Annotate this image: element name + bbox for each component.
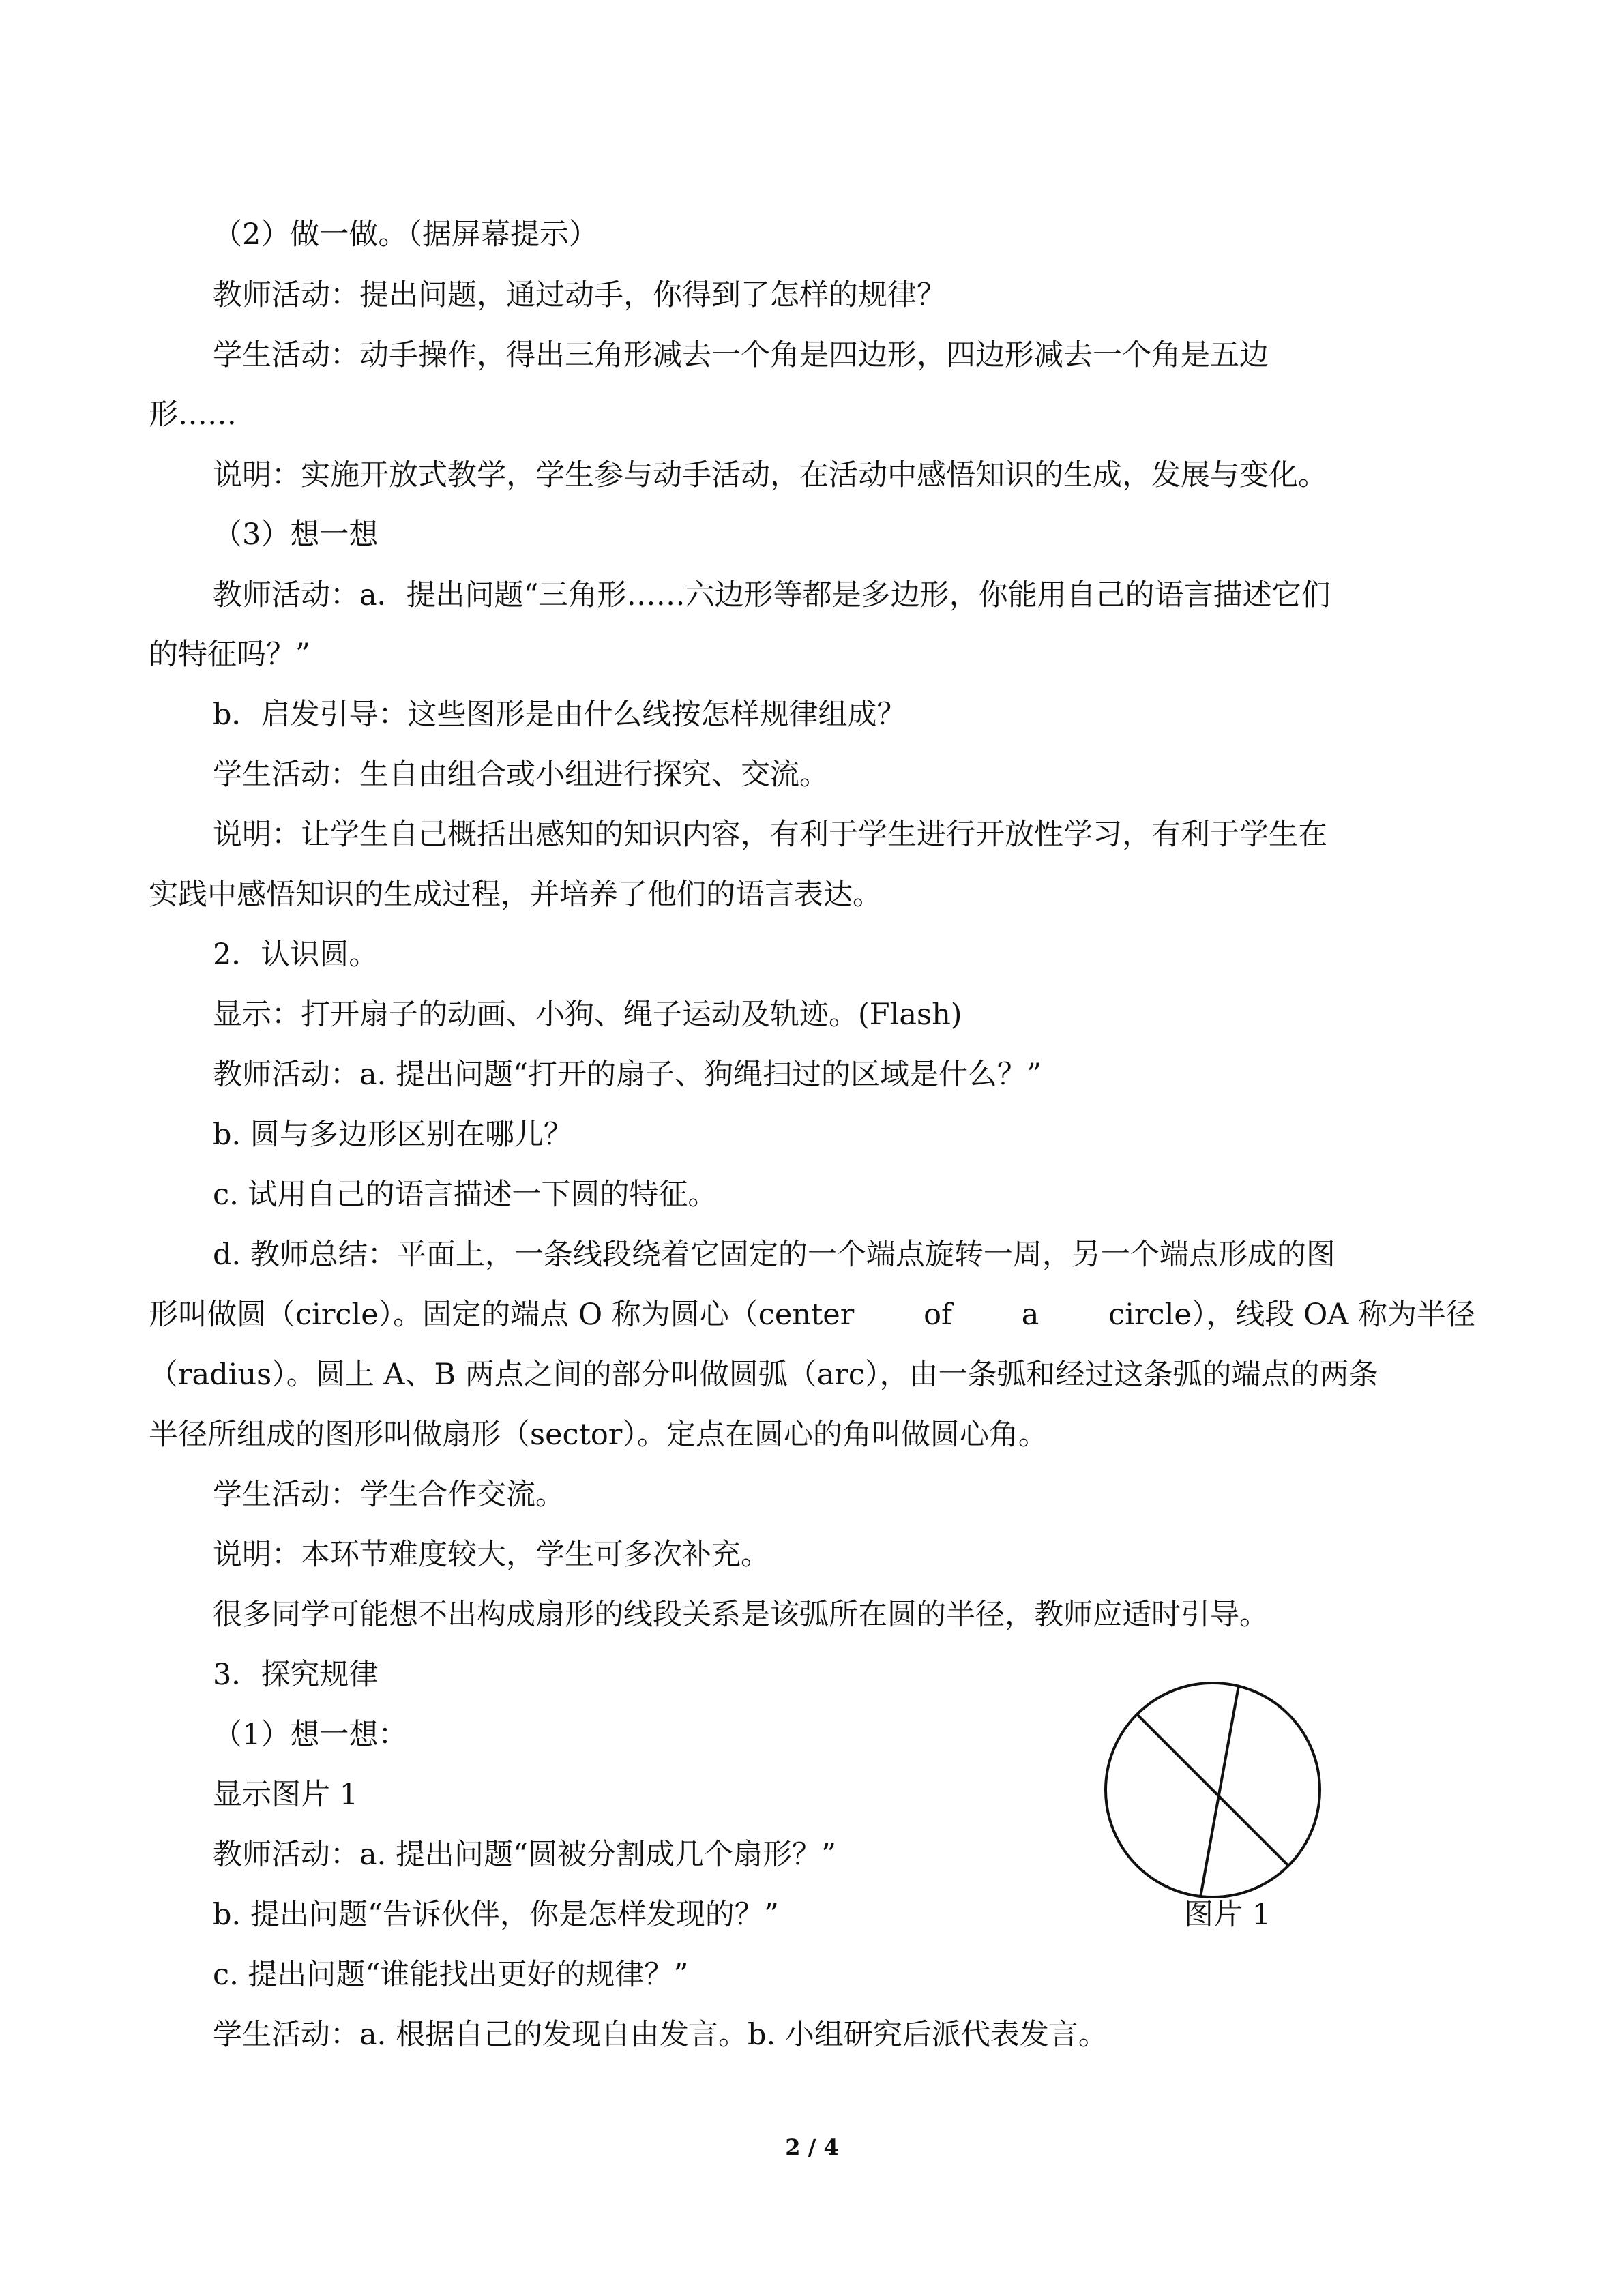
text-line: c. 提出问题“谁能找出更好的规律？” (213, 1958, 689, 1992)
text-line: 实践中感悟知识的生成过程，并培养了他们的语言表达。 (149, 878, 882, 912)
text-segment: circle），线段 OA 称为半径 (1108, 1298, 1475, 1332)
text-line-justified (149, 1294, 1475, 1335)
text-line: 教师活动：a. 提出问题“打开的扇子、狗绳扫过的区域是什么？” (213, 1058, 1042, 1092)
figure-caption: 图片 1 (1184, 1898, 1271, 1932)
text-line: 半径所组成的图形叫做扇形（sector）。定点在圆心的角叫做圆心角。 (149, 1418, 1048, 1452)
text-line: （1）想一想： (213, 1718, 408, 1752)
page-number: 2 / 4 (785, 2134, 839, 2160)
text-line: 说明：让学生自己概括出感知的知识内容，有利于学生进行开放性学习，有利于学生在 (213, 818, 1327, 852)
text-line: 形…… (149, 398, 237, 432)
text-line: 很多同学可能想不出构成扇形的线段关系是该弧所在圆的半径，教师应适时引导。 (213, 1598, 1269, 1632)
text-segment: a (1021, 1298, 1039, 1332)
text-line: （2）做一做。（据屏幕提示） (213, 218, 598, 252)
text-line: 学生活动：a. 根据自己的发现自由发言。b. 小组研究后派代表发言。 (213, 2018, 1108, 2052)
text-line: 教师活动：a. 提出问题“圆被分割成几个扇形？” (213, 1838, 836, 1872)
text-segment: of (924, 1298, 952, 1332)
text-line: 学生活动：学生合作交流。 (213, 1478, 565, 1512)
text-line: 学生活动：动手操作，得出三角形减去一个角是四边形，四边形减去一个角是五边 (213, 338, 1269, 372)
circle-figure (1098, 1681, 1330, 1899)
text-line: b. 圆与多边形区别在哪儿？ (213, 1118, 573, 1152)
text-line: 教师活动：提出问题，通过动手，你得到了怎样的规律？ (213, 278, 946, 312)
text-line: b．启发引导：这些图形是由什么线按怎样规律组成？ (213, 698, 906, 732)
section-heading: 2．认识圆。 (213, 938, 379, 972)
text-line: （radius）。圆上 A、B 两点之间的部分叫做圆弧（arc），由一条弧和经过这条弧的端点的两条 (149, 1358, 1378, 1392)
text-line: （3）想一想 (213, 518, 379, 552)
text-line: 显示：打开扇子的动画、小狗、绳子运动及轨迹。(Flash) (213, 998, 962, 1032)
chord-line (1137, 1714, 1288, 1866)
text-line: 显示图片 1 (213, 1778, 359, 1812)
text-line: 说明：实施开放式教学，学生参与动手活动，在活动中感悟知识的生成，发展与变化。 (213, 458, 1327, 492)
text-line: 教师活动：a．提出问题“三角形……六边形等都是多边形，你能用自己的语言描述它们 (213, 578, 1331, 612)
text-line: 学生活动：生自由组合或小组进行探究、交流。 (213, 758, 829, 792)
chord-line (1200, 1686, 1239, 1897)
text-line: c. 试用自己的语言描述一下圆的特征。 (213, 1178, 718, 1212)
section-heading: 3．探究规律 (213, 1658, 379, 1692)
text-segment: 形叫做圆（circle）。固定的端点 O 称为圆心（center (149, 1298, 855, 1332)
text-line: b. 提出问题“告诉伙伴，你是怎样发现的？” (213, 1898, 779, 1932)
text-line: 说明：本环节难度较大，学生可多次补充。 (213, 1538, 770, 1572)
text-line: 的特征吗？” (149, 638, 310, 672)
text-line: d. 教师总结：平面上，一条线段绕着它固定的一个端点旋转一周，另一个端点形成的图 (213, 1238, 1335, 1272)
